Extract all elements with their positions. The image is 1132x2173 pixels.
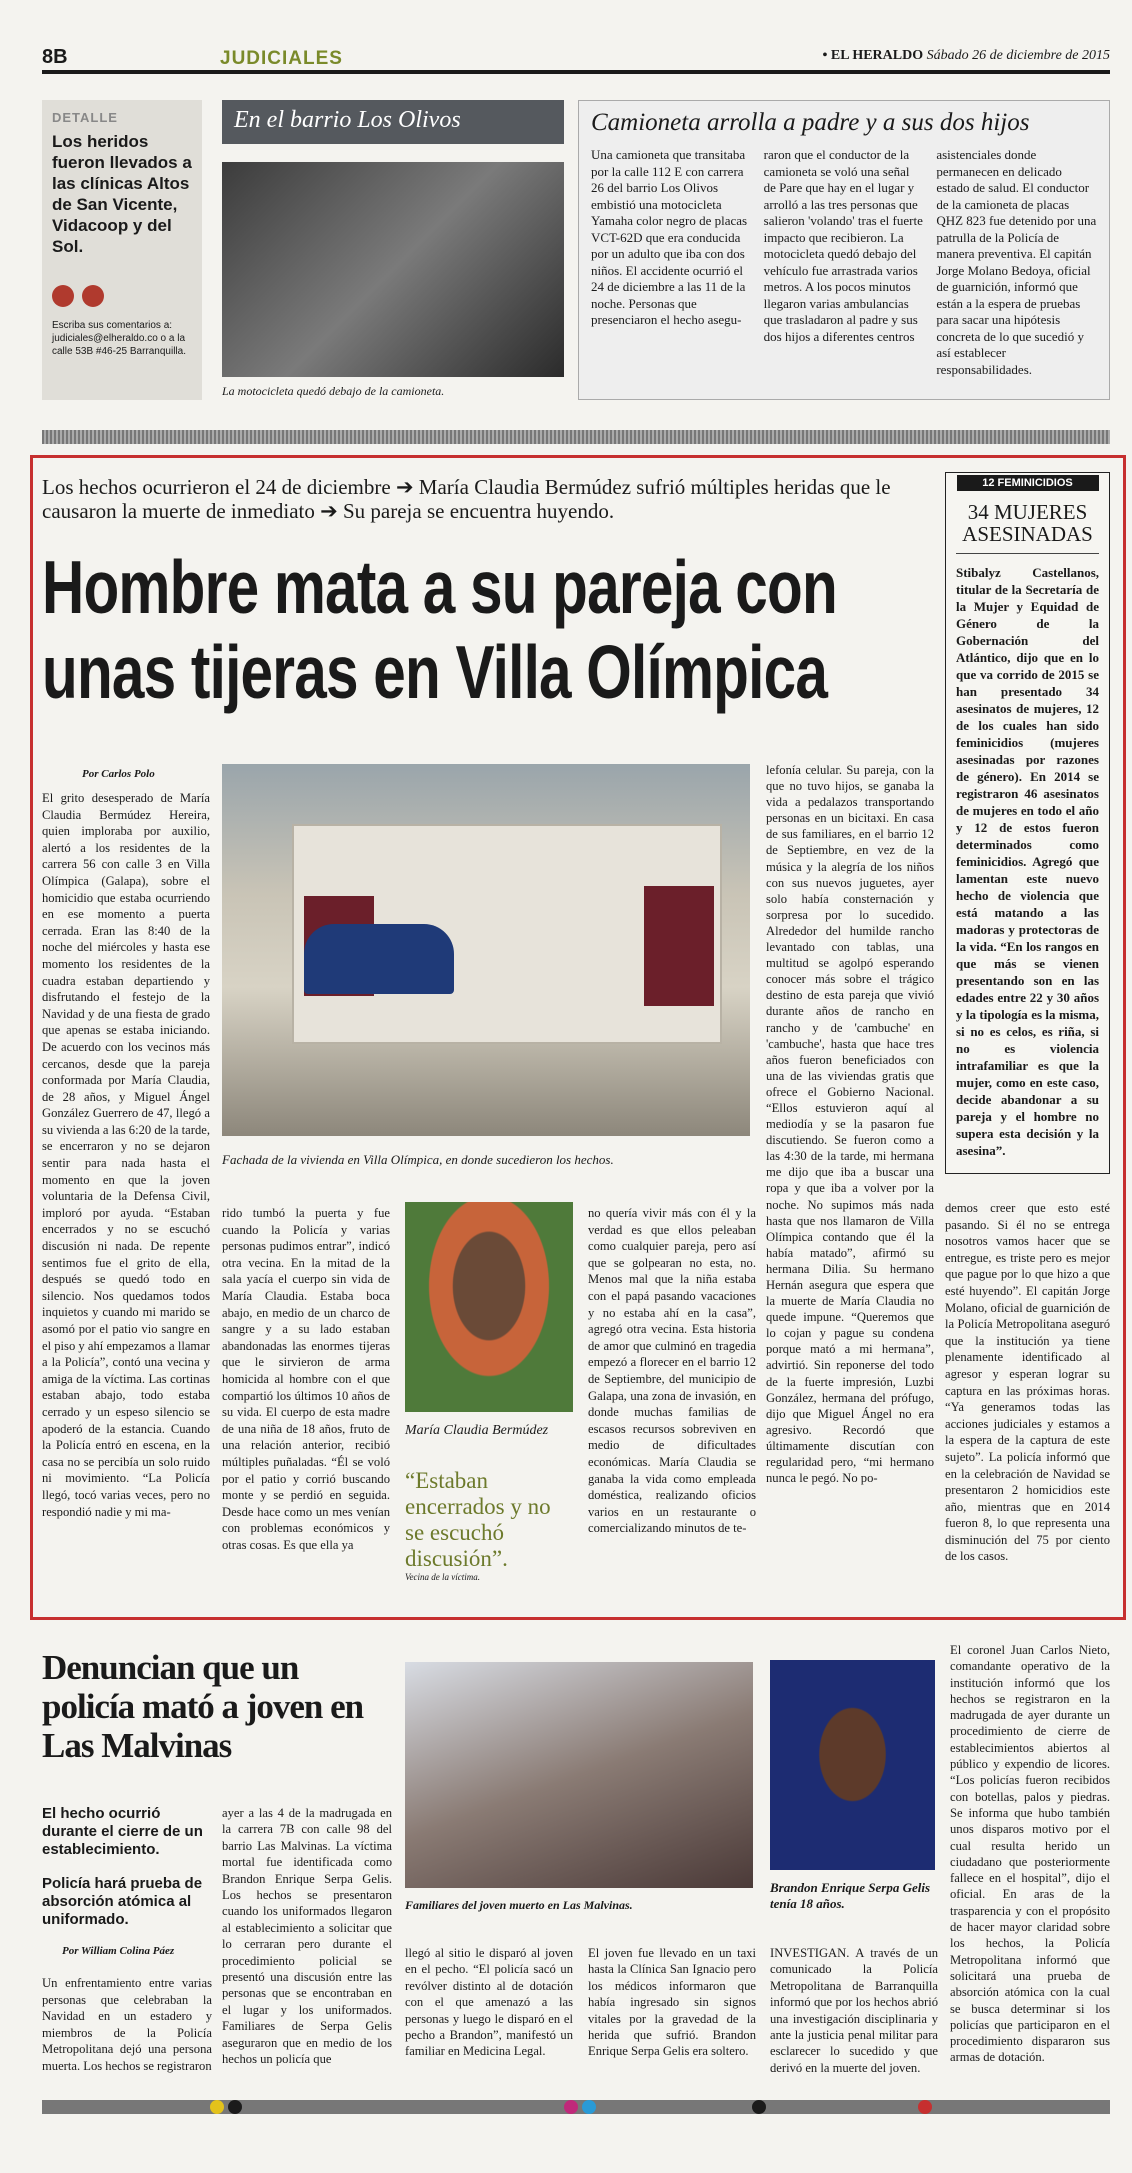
malvinas-col6: El coronel Juan Carlos Nieto, comandante operativo de la institución informó que los hechos se registraron en la madrugada de ayer durante un procedimiento de cierre de establecimientos abiertos al público y expendio de licores. “Los policías fueron recibidos con botellas, palos y piedras. Se informa que hubo también unos disparos motivo por el cual resulta herido un ciudadano que posteriormente fallece en el hospital”, dijo el oficial. En aras de la trasparencia y con el propósito de hacer mayor claridad sobre los hechos, la Policía Metropolitana informó que solicitará una prueba de absorción atómica con la cual se busca determinar si los policías que participaron en el procedimiento dispararon sus armas de dotación. (950, 1643, 1110, 2065)
main-col1-wrap (42, 768, 210, 1520)
family-caption: Familiares del joven muerto en Las Malvinas. (405, 1898, 633, 1912)
main-headline: Hombre mata a su pareja con unas tijeras en Villa Olímpica (42, 545, 837, 714)
olivos-title: En el barrio Los Olivos (222, 100, 564, 144)
color-dot (582, 2100, 596, 2114)
detalle-box (42, 100, 202, 400)
main-col2: rido tumbó la puerta y fue cuando la Policía y varias personas pudimos entrar”, indicó otra vecina. En la mitad de la sala yacía el cuerpo sin vida de María Claudia. Estaba boca abajo, en medio de un charco de sangre y a su lado estaban abandonadas las enormes tijeras que le sirvieron de arma homicida al hombre con el que compartió los últimos 10 años de su vida. El cuerpo de esta madre de una niña de 18 años, fruto de una relación anterior, recibió múltiples puñaladas. “Él se voló por el patio y corrió buscando monte y se perdió en seguida. Desde hace como un mes venían con problemas económicos y otras cosas. Es que ella ya (222, 1206, 390, 1552)
color-dot (752, 2100, 766, 2114)
detalle-contact: Escriba sus comentarios a: judiciales@elheraldo.co o a la calle 53B #46-25 Barranquilla. (52, 320, 186, 357)
detalle-headline: Los heridos fueron llevados a las clínicas Altos de San Vicente, Vidacoop y del Sol. (52, 132, 192, 256)
window (644, 886, 714, 1006)
sidebar-title: 34 MUJERES ASESINADAS (956, 501, 1099, 554)
twitter-icon (52, 285, 74, 307)
page-number: 8B (42, 46, 68, 68)
motorcycle-photo (222, 162, 564, 377)
malvinas-col4: El joven fue llevado en un taxi hasta la Clínica San Ignacio pero los médicos informaron que había ingresado sin signos vitales por la gravedad de la herida que sufrió. Brandon Enrique Serpa Gelis era soltero. (588, 1946, 756, 2059)
color-dot (564, 2100, 578, 2114)
email-icon (82, 285, 104, 307)
section-name: JUDICIALES (220, 48, 343, 69)
malvinas-headline: Denuncian que un policía mató a joven en Las Malvinas (42, 1648, 364, 1765)
victim-portrait (405, 1202, 573, 1412)
camioneta-article (578, 100, 1110, 400)
main-col1: El grito desesperado de María Claudia Bermúdez Hereira, quien imploraba por auxilio, alertó a los residentes de la carrera 56 con calle 3 en Villa Olímpica (Galapa), sobre el homicidio que estaba ocurriendo en ese momento a puerta cerrada. Eran las 8:40 de la noche del miércoles y hasta ese momento los residentes de la cuadra estaban departiendo y disfrutando el festejo de la Navidad y de una fiesta de grado que apenas se estaba iniciando. De acuerdo con los vecinos más cercanos, desde que la pareja conformada por María Claudia, de 28 años, y Miguel Ángel González Guerrero de 47, llegó a su vivienda a las 6:20 de la tarde, se encerraron y no se dejaron sentir para nada hasta el momento en que la joven voluntaria de la Defensa Civil, imploró por ayuda. “Estaban encerrados y no se escuchó discusión ni nada. De repente sentimos fue el grito de ella, después se quedó todo en silencio. Nos quedamos todos inquietos y cuando mi marido se asomó por el patio vio sangre en el piso y ahí empezamos a llamar a la Policía”, contó una vecina y amiga de la víctima. Las cortinas estaban abajo, todo estaba cerrado y un espeso silencio se apoderó de la estancia. Cuando la Policía entró en escena, en la casa no se percibía un solo ruido ni movimiento. “La Policía llegó, tocó varias veces, pero no respondió nadie y mi ma- (42, 791, 210, 1519)
color-dot (228, 2100, 242, 2114)
main-col5: demos creer que esto esté pasando. Si él no se entrega nosotros vamos hacer que se entregue, es triste pero es mejor que pague por lo que hizo a que esté huyendo”. El capitán Jorge Molano, oficial de guarnición de la Policía Metropolitana aseguró que la institución ya tiene plenamente identificado al agresor y esperan lograr su captura en las próximas horas. “Ya generamos todas las acciones judiciales y estamos a la espera de la captura de este sujeto”. La policía informó que en la celebración de Navidad se presentaron 2 homicidios este año, mientras que en 2014 fueron 8, lo que representa una disminución del 75 por ciento de los casos. (945, 1201, 1110, 1564)
quote-source: Vecina de la víctima. (405, 1572, 480, 1582)
malvinas-col3: llegó al sitio le disparó al joven en el pecho. “El policía sacó un revólver distinto al de dotación con el que amenazó a las personas y luego le disparó en el pecho a Brandon”, manifestó un familiar en Medicina Legal. (405, 1946, 573, 2059)
malvinas-col1: Un enfrentamiento entre varias personas que celebraban la Navidad en un estadero y miembros de la Policía Metropolitana dejó una persona muerta. Los hechos se registraron (42, 1976, 212, 2073)
malvinas-col2: ayer a las 4 de la madrugada en la carrera 7B con calle 98 del barrio Las Malvinas. La víctima mortal fue identificada como Brandon Enrique Serpa Gelis. Los hechos se presentaron cuando los uniformados llegaron al establecimiento a solicitar que lo cerraran pero durante el procedimiento policial se presentó una discusión entre las personas que se encontraban en el lugar y los uniformados. Familiares de Serpa Gelis aseguraron que en medio de los hechos un policía que (222, 1806, 392, 2067)
dateline: • EL HERALDO Sábado 26 de diciembre de 2015 (822, 48, 1110, 63)
brandon-portrait (770, 1660, 935, 1870)
color-dot (918, 2100, 932, 2114)
page-header (42, 40, 1110, 74)
malvinas-sub2: Policía hará prueba de absorción atómica al uniformado. (42, 1875, 203, 1928)
main-byline: Por Carlos Polo (82, 768, 155, 780)
feminicidios-sidebar (945, 472, 1110, 1174)
camioneta-col2: raron que el conductor de la camioneta se voló una señal de Pare que hay en el lugar y arrolló a las tres personas que salieron 'volando' tras el fuerte impacto que recibieron. La motocicleta quedó debajo del vehículo fue arrastrada varios metros. A los pocos minutos llegaron varias ambulancias que trasladaron al padre y sus dos hijos a diferentes centros (763, 147, 923, 344)
camioneta-col1: Una camioneta que transitaba por la calle 112 E con carrera 26 del barrio Los Olivos embistió una motocicleta Yamaha color negro de placas VCT-62D que era conducida por un adulto que iba con dos niños. El accidente ocurrió el 24 de diciembre a las 11 de la noche. Personas que presenciaron el hecho asegu- (591, 147, 748, 327)
motorcycle-caption: La motocicleta quedó debajo de la camioneta. (222, 384, 445, 398)
malvinas-sub1: El hecho ocurrió durante el cierre de un establecimiento. (42, 1805, 203, 1858)
malvinas-col5: INVESTIGAN. A través de un comunicado la Policía Metropolitana de Barranquilla informó que por los hechos abrió una investigación disciplinaria y ante la justicia penal militar para esclarecer lo sucedido y que derivó en la muerte del joven. (770, 1946, 938, 2075)
malvinas-byline: Por William Colina Páez (62, 1945, 175, 1957)
camioneta-title: Camioneta arrolla a padre y a sus dos hijos (591, 109, 1030, 136)
pull-quote: “Estaban encerrados y no se escuchó discusión”. (405, 1468, 551, 1571)
main-col3: no quería vivir más con él y la verdad es que ellos peleaban como cualquier pareja, pero así que se golpearan no esta, no. Menos mal que la niña estaba con el papá pasando vacaciones y no estaba ahí en la casa”, agregó otra vecina. Esta historia de amor que culminó en tragedia empezó a florecer en el barrio 12 de Septiembre, del municipio de Galapa, una zona de invasión, en donde muchas familias de escasos recursos sobreviven en medio de dificultades económicas. María Claudia se ganaba la vida como empleada doméstica, realizando oficios varios en un restaurante o comercializando minutos de te- (588, 1206, 756, 1536)
sidebar-tag: 12 FEMINICIDIOS (957, 475, 1099, 491)
main-col4: lefonía celular. Su pareja, con la que no tuvo hijos, se ganaba la vida a pedalazos transportando personas en un bicitaxi. En casa de sus familiares, en el barrio 12 de Septiembre, en vez de la música y la alegría de los niños con sus nuevos juguetes, ayer solo había consternación y sorpresa por lo sucedido. Alrededor del humilde rancho levantado con tablas, una multitud se agolpó esperando conocer más sobre el trágico destino de esta pareja que vivió durante años de rancho en rancho y de 'cambuche' en 'cambuche', hasta que hace tres años fueron beneficiados con una de las viviendas gratis que ofrece el Gobierno Nacional. “Ellos estuvieron aquí al mediodía y se la pasaron fue discutiendo. Se fueron como a las 4:30 de la tarde, mi hermana me dijo que iba a buscar una ropa y que iba a volver por la noche. No supimos más nada hasta que nos llamaron de Villa Olímpica contando que él la había matado”, afirmó su hermana Dilia. Su hermano Hernán asegura que espera que la muerte de María Claudia no quede impune. “Queremos que lo cojan y pague su condena porque mató a mi hermana”, advirtió. Sin reponerse del todo de la fuerte impresión, Luzbi González, hermana del prófugo, dijo que Miguel Ángel no era agresivo. Recordó que últimamente discutían con regularidad pero, “mi hermano nunca le pegó. No po- (766, 763, 934, 1486)
portrait-caption: María Claudia Bermúdez (405, 1423, 549, 1438)
color-dot (210, 2100, 224, 2114)
family-photo (405, 1662, 753, 1888)
camioneta-col3: asistenciales donde permanecen en delicado estado de salud. El conductor de la camioneta de placas QHZ 823 fue detenido por una patrulla de la Policía de manera preventiva. El capitán Jorge Molano Bedoya, oficial de guarnición, informó que están a la espera de pruebas para sacar una hipótesis concreta de lo que sucedió y así establecer responsabilidades. (936, 147, 1097, 377)
detalle-label: DETALLE (52, 110, 118, 125)
brandon-caption: Brandon Enrique Serpa Gelis tenía 18 años. (770, 1880, 931, 1911)
sidebar-body: Stibalyz Castellanos, titular de la Secretaría de la Mujer y Equidad de Género de la Gobernación del Atlántico, dijo que en lo que va corrido de 2015 se han presentado 34 asesinatos de mujeres, 12 de los cuales han sido feminicidios (mujeres asesinadas por razones de género). En 2014 se registraron 46 asesinatos de mujeres en todo el año y 12 de estos fueron determinados como feminicidios. Agregó que lamentan este nuevo hecho de violencia que está matando a las madoras y protectoras de la vida. “En los rangos en que más se vienen presentando son en las edades entre 22 y 30 años y la tipología es la misma, si no es celos, es riña, si no es violencia intrafamiliar es que la mujer, como en este caso, decide abandonar a su pareja y el hombre no supera esta decisión y la asesina”. (956, 565, 1099, 1158)
bicitaxi (304, 924, 454, 994)
divider (42, 430, 1110, 444)
house-caption: Fachada de la vivienda en Villa Olímpica, en donde sucedieron los hechos. (222, 1152, 614, 1167)
main-kicker: Los hechos ocurrieron el 24 de diciembre ➔ María Claudia Bermúdez sufrió múltiples heridas que le causaron la muerte de inmediato ➔ Su pareja se encuentra huyendo. (42, 475, 891, 523)
house-photo (222, 764, 750, 1136)
